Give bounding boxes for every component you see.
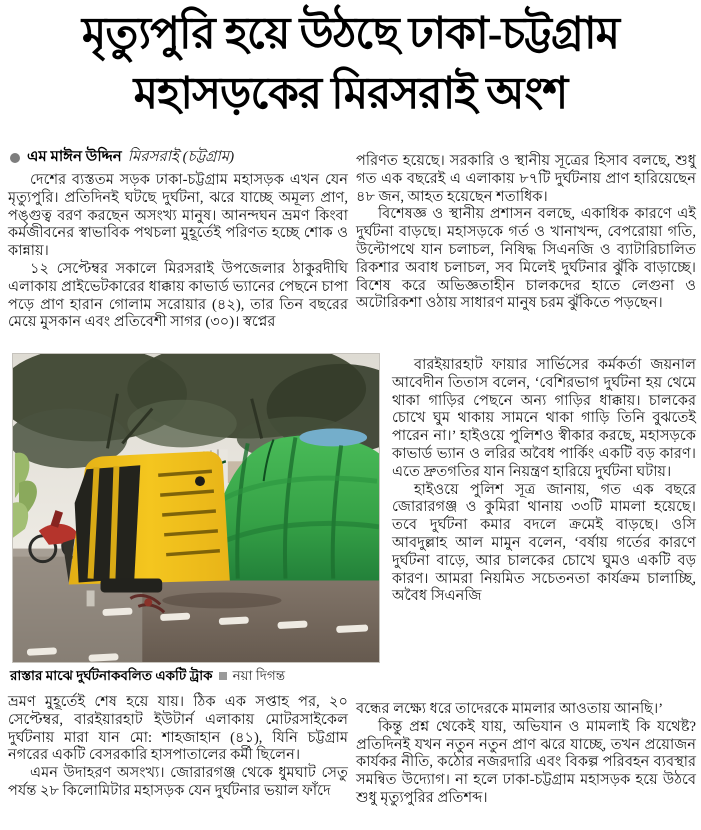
news-photo — [12, 353, 380, 663]
article-paragraph: ১২ সেপ্টেম্বর সকালে মিরসরাই উপজেলার ঠাকুরদীঘি এলাকায় প্রাইভেটকারের ধাক্কায় কাভার্ড ভ্যানের পেছনে চাপা পড়ে প্রাণ হারান গোলাম সরোয়ার (৪২), তার তিন বছরের মেয়ে মুসকান এবং প্রতিবেশী সাগর (৩০)। স্বপ্নের — [8, 260, 348, 331]
article-paragraph: পরিণত হয়েছে। সরকারি ও স্থানীয় সূত্রের হিসাব বলছে, শুধু গত এক বছরেই এ এলাকায় ৮৭টি দুর্ঘটনায় প্রাণ হারিয়েছেন ৪৮ জন, আহত হয়েছেন শতাধিক। — [356, 153, 696, 205]
overturned-truck-illustration — [13, 354, 379, 662]
article-paragraph: এমন উদাহরণ অসংখ্য। জোরারগঞ্জ থেকে ধুমঘাট সেতু পর্যন্ত ২৮ কিলোমিটার মহাসড়ক যেন দুর্ঘটনার ভয়াল ফাঁদে — [8, 765, 348, 799]
article-paragraph: বারইয়ারহাট ফায়ার সার্ভিসের কর্মকর্তা জয়নাল আবেদীন তিতাস বলেন, ‘বেশিরভাগ দুর্ঘটনা হয় থেমে থাকা গাড়ির পেছনে অন্য গাড়ির ধাক্কায়। চালকের চোখে ঘুম থাকায় সামনে থাকা গাড়ি তিনি বুঝতেই পারেন না।’ হাইওয়ে পুলিশও স্বীকার করছে, মহাসড়কে কাভার্ড ভ্যান ও লরির অবৈধ পার্কিং একটি বড় কারণ। এতে দ্রুতগতির যান নিয়ন্ত্রণ হারিয়ে দুর্ঘটনা ঘটায়। — [392, 357, 696, 480]
left-column-bottom — [8, 694, 348, 801]
article-paragraph: কিন্তু প্রশ্ন থেকেই যায়, অভিযান ও মামলাই কি যথেষ্ট? প্রতিদিনই যখন নতুন নতুন প্রাণ ঝরে যাচ্ছে, তখন প্রয়োজন কার্যকর নীতি, কঠোর নজরদারি এবং বিকল্প পরিবহন ব্যবস্থার সমন্বিত উদ্যোগ। না হলে ঢাকা-চট্টগ্রাম মহাসড়ক হয়ে উঠবে শুধু মৃত্যুপুরির প্রতিশব্দ। — [356, 718, 696, 806]
byline-author: এম মাঈন উদ্দিন — [27, 149, 122, 165]
right-column-beside-photo — [392, 357, 696, 606]
caption-text: রাস্তার মাঝে দুর্ঘটনাকবলিত একটি ট্রাক — [10, 668, 213, 683]
byline — [10, 146, 355, 168]
article-paragraph: ভ্রমণ মুহূর্তেই শেষ হয়ে যায়। ঠিক এক সপ্তাহ পর, ২০ সেপ্টেম্বর, বারইয়ারহাট ইউটার্ন এলাকায় মোটরসাইকেল দুর্ঘটনায় মারা যান মো: শাহজাহান (৪১), যিনি চট্টগ্রাম নগরের একটি বেসরকারি হাসপাতালের কর্মী ছিলেন। — [8, 694, 348, 764]
headline-line-2: মহাসড়কের মিরসরাই অংশ — [133, 69, 568, 118]
article-paragraph: বন্ধের লক্ষ্যে ধরে তাদেরকে মামলার আওতায় আনছি।’ — [356, 701, 664, 717]
bullet-icon — [10, 153, 20, 163]
page-title — [0, 4, 701, 124]
byline-location: মিরসরাই (চট্টগ্রাম) — [127, 149, 235, 165]
caption-separator-icon — [219, 672, 227, 680]
article-paragraph: হাইওয়ে পুলিশ সূত্র জানায়, গত এক বছরে জোরারগঞ্জ ও কুমিরা থানায় ৩৩টি মামলা হয়েছে। তবে দুর্ঘটনা কমার বদলে ক্রমেই বাড়ছে। ওসি আবদুল্লাহ আল মামুন বলেন, ‘বর্ষায় গর্তের কারণে দুর্ঘটনা বাড়ে, আর চালকের চোখে ঘুমও একটি বড় কারণ। আমরা নিয়মিত সচেতনতা কার্যক্রম চালাচ্ছি, অবৈধ সিএনজি — [392, 481, 696, 605]
article-paragraph: দেশের ব্যস্ততম সড়ক ঢাকা-চট্টগ্রাম মহাসড়ক এখন যেন মৃত্যুপুরি। প্রতিদিনই ঘটছে দুর্ঘটনা, ঝরে যাচ্ছে অমূল্য প্রাণ, পঙ্গুত্ব বরণ করছেন অসংখ্য মানুষ। আনন্দঘন ভ্রমণ কিংবা কর্মজীবনের স্বাভাবিক পথচলা মুহূর্তেই পরিণত হচ্ছে শোক ও কান্নায়। — [8, 172, 348, 260]
right-column-top — [356, 153, 696, 313]
left-column-top — [8, 172, 348, 332]
article-paragraph: বিশেষজ্ঞ ও স্থানীয় প্রশাসন বলছে, একাধিক কারণে এই দুর্ঘটনা বাড়ছে। মহাসড়কে গর্ত ও খানাখন্দ, বেপরোয়া গতি, উল্টোপথে যান চলাচল, নিষিদ্ধ সিএনজি ও ব্যাটারিচালিত রিকশার অবাধ চলাচল, সব মিলেই দুর্ঘটনার ঝুঁকি বাড়াচ্ছে। বিশেষ করে অভিজ্ঞতাহীন চালকদের হাতে লেগুনা ও অটোরিকশা ওঠায় সাধারণ মানুষ চরম ঝুঁকিতে পড়ছেন। — [356, 206, 696, 312]
right-column-bottom — [356, 701, 696, 808]
blue-tarp-strip — [299, 429, 367, 447]
caption-credit: নয়া দিগন্ত — [232, 668, 286, 683]
photo-caption — [10, 666, 382, 685]
headline-line-1: মৃত্যুপুরি হয়ে উঠছে ঢাকা-চট্টগ্রাম — [81, 9, 620, 58]
